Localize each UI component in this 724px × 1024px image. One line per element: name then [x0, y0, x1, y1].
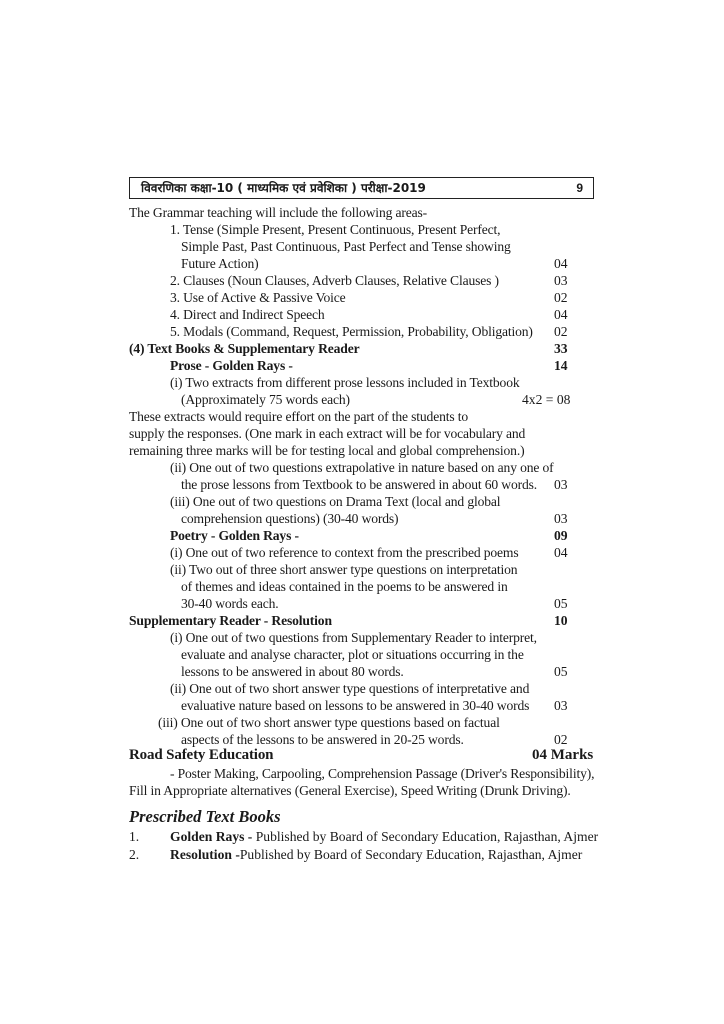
prose-item-1: (i) Two extracts from different prose lessons included in Textbook	[170, 375, 520, 390]
book-name: Golden Rays -	[170, 829, 253, 844]
section-heading: Road Safety Education	[129, 747, 274, 763]
marks: 4x2 = 08	[522, 392, 571, 407]
marks: 02	[554, 324, 568, 339]
marks: 04	[554, 307, 568, 322]
grammar-item-1: 1. Tense (Simple Present, Present Continuous, Present Perfect,	[170, 222, 501, 237]
prose-item-3-cont: comprehension questions) (30-40 words)	[181, 511, 399, 526]
resolution-item-2-cont: evaluative nature based on lessons to be answered in 30-40 words	[181, 698, 530, 713]
book-number: 2.	[129, 847, 140, 862]
poetry-item-2-cont: of themes and ideas contained in the poems to be answered in	[181, 579, 508, 594]
road-safety-line: - Poster Making, Carpooling, Comprehension Passage (Driver's Responsibility),	[170, 766, 595, 781]
marks: 05	[554, 664, 568, 679]
marks: 09	[554, 528, 568, 543]
header-title: विवरणिका कक्षा-10 ( माध्यमिक एवं प्रवेशिका ) परीक्षा-2019	[141, 181, 426, 195]
poetry-item-1: (i) One out of two reference to context from the prescribed poems	[170, 545, 519, 560]
page-number: 9	[576, 181, 583, 195]
marks: 03	[554, 511, 568, 526]
resolution-item-3-cont: aspects of the lessons to be answered in 20-25 words.	[181, 732, 464, 747]
marks: 02	[554, 732, 568, 747]
book-number: 1.	[129, 829, 140, 844]
prose-item-2: (ii) One out of two questions extrapolative in nature based on any one of	[170, 460, 554, 475]
page-header	[129, 177, 594, 199]
book-description: Published by Board of Secondary Education, Rajasthan, Ajmer	[239, 847, 583, 862]
road-safety-line: Fill in Appropriate alternatives (General Exercise), Speed Writing (Drunk Driving).	[129, 783, 571, 798]
subsection-heading: Prose - Golden Rays -	[170, 358, 293, 373]
poetry-item-2: (ii) Two out of three short answer type questions on interpretation	[170, 562, 518, 577]
subsection-heading: Poetry - Golden Rays -	[170, 528, 299, 543]
resolution-item-2: (ii) One out of two short answer type questions of interpretative and	[170, 681, 530, 696]
book-description: Published by Board of Secondary Education, Rajasthan, Ajmer	[252, 829, 599, 844]
poetry-item-2-end: 30-40 words each.	[181, 596, 279, 611]
grammar-item-5: 5. Modals (Command, Request, Permission, Probability, Obligation)	[170, 324, 533, 339]
marks: 04 Marks	[532, 747, 594, 763]
marks: 03	[554, 477, 568, 492]
marks: 04	[554, 256, 568, 271]
grammar-item-4: 4. Direct and Indirect Speech	[170, 307, 325, 322]
prescribed-books-title: Prescribed Text Books	[129, 807, 281, 826]
section-heading: (4) Text Books & Supplementary Reader	[129, 341, 360, 356]
paragraph-line: supply the responses. (One mark in each extract will be for vocabulary and	[129, 426, 526, 441]
marks: 03	[554, 273, 568, 288]
paragraph-line: These extracts would require effort on the part of the students to	[129, 409, 469, 424]
marks: 04	[554, 545, 568, 560]
prose-item-2-cont: the prose lessons from Textbook to be answered in about 60 words.	[181, 477, 538, 492]
grammar-item-1-cont: Simple Past, Past Continuous, Past Perfect and Tense showing	[181, 239, 511, 254]
book-name: Resolution -	[170, 847, 240, 862]
resolution-item-3: (iii) One out of two short answer type questions based on factual	[158, 715, 500, 730]
marks: 02	[554, 290, 568, 305]
grammar-item-3: 3. Use of Active & Passive Voice	[170, 290, 346, 305]
section-heading: Supplementary Reader - Resolution	[129, 613, 332, 628]
grammar-item-2: 2. Clauses (Noun Clauses, Adverb Clauses, Relative Clauses )	[170, 273, 499, 288]
grammar-intro: The Grammar teaching will include the following areas-	[129, 205, 428, 220]
marks: 05	[554, 596, 568, 611]
book-entry	[170, 846, 582, 863]
prose-item-1-cont: (Approximately 75 words each)	[181, 392, 350, 407]
resolution-item-1-end: lessons to be answered in about 80 words.	[181, 664, 404, 679]
marks: 14	[554, 358, 568, 373]
book-entry	[170, 828, 598, 845]
resolution-item-1: (i) One out of two questions from Supplementary Reader to interpret,	[170, 630, 537, 645]
paragraph-line: remaining three marks will be for testing local and global comprehension.)	[129, 443, 525, 458]
prose-item-3: (iii) One out of two questions on Drama Text (local and global	[170, 494, 501, 509]
marks: 03	[554, 698, 568, 713]
resolution-item-1-cont: evaluate and analyse character, plot or situations occurring in the	[181, 647, 524, 662]
marks: 10	[554, 613, 568, 628]
grammar-item-1-end: Future Action)	[181, 256, 259, 271]
marks: 33	[554, 341, 568, 356]
